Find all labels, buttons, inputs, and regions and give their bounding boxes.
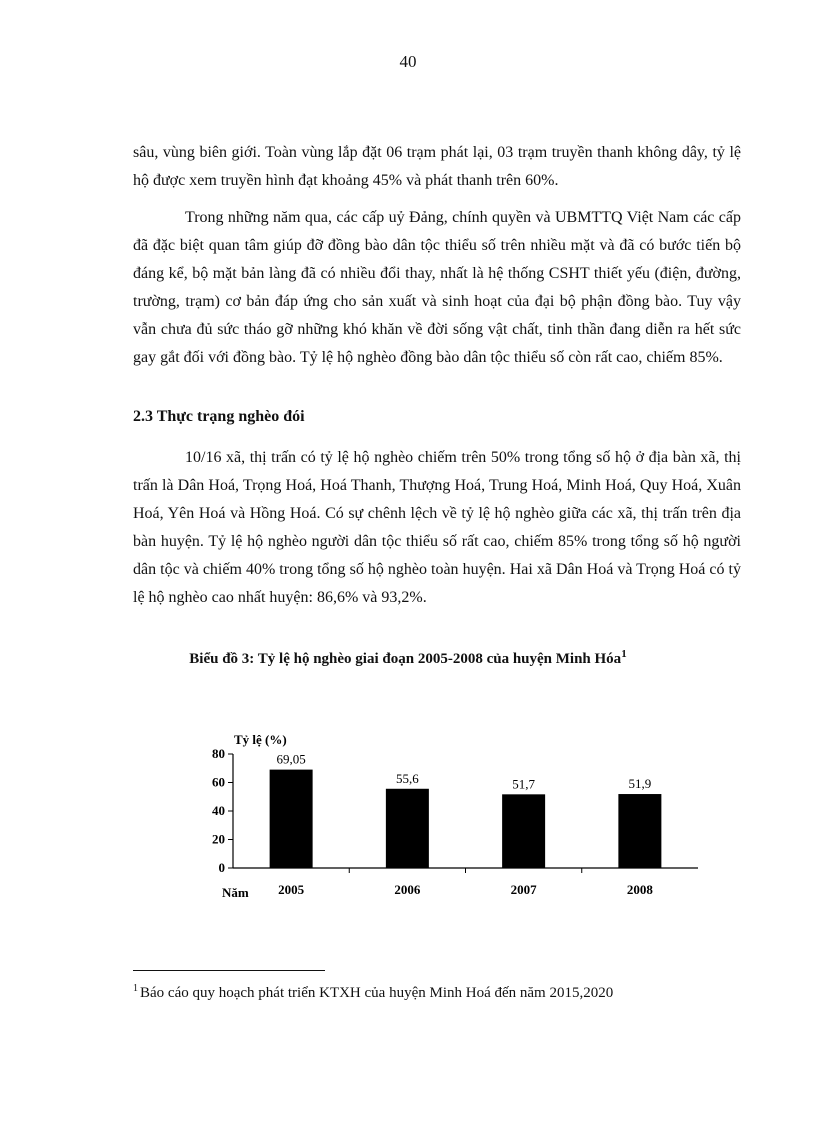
- bar-2007: [502, 794, 545, 868]
- y-tick-label: 40: [212, 803, 225, 818]
- y-tick-label: 0: [218, 860, 225, 875]
- section-heading: 2.3 Thực trạng nghèo đói: [133, 408, 305, 425]
- y-axis-label: Tỷ lệ (%): [234, 732, 287, 747]
- page-number: 40: [399, 52, 417, 71]
- x-tick-label-2005: 2005: [278, 882, 305, 897]
- y-tick-label: 60: [212, 774, 225, 790]
- footnote-text: Báo cáo quy hoạch phát triển KTXH của huyện Minh Hoá đến năm 2015,2020: [140, 985, 614, 1001]
- data-label-2006: 55,6: [396, 770, 419, 786]
- x-tick-label-2006: 2006: [394, 882, 421, 897]
- footnote-mark: 1: [133, 983, 138, 994]
- chart-caption-footnote-ref: 1: [621, 648, 627, 660]
- chart-caption: [0, 648, 816, 668]
- bar-2005: [270, 770, 313, 868]
- footnote: [133, 983, 613, 1002]
- data-label-2005: 69,05: [276, 751, 306, 767]
- data-label-2007: 51,7: [512, 776, 535, 792]
- poverty-rate-bar-chart: [190, 720, 710, 910]
- paragraph-3: 10/16 xã, thị trấn có tỷ lệ hộ nghèo chiếm trên 50% trong tổng số hộ ở địa bàn xã, thị trấn là Dân Hoá, Trọng Hoá, Hoá Thanh, Thượng Hoá, Trung Hoá, Minh Hoá, Quy Hoá, Xuân Hoá, Yên Hoá và Hồng Hoá. Có sự chênh lệch về tỷ lệ hộ nghèo giữa các xã, thị trấn trên địa bàn huyện. Tỷ lệ hộ nghèo người dân tộc thiểu số rất cao, chiếm 85% trong tổng số hộ người dân tộc và chiếm 40% trong tổng số hộ nghèo toàn huyện. Hai xã Dân Hoá và Trọng Hoá có tỷ lệ hộ nghèo cao nhất huyện: 86,6% và 93,2%.: [133, 449, 741, 606]
- data-label-2008: 51,9: [628, 776, 652, 792]
- bar-2008: [618, 794, 661, 868]
- y-tick-label: 20: [212, 831, 225, 847]
- paragraph-2: Trong những năm qua, các cấp uỷ Đảng, chính quyền và UBMTTQ Việt Nam các cấp đã đặc biệt quan tâm giúp đỡ đồng bào dân tộc thiểu số trên nhiều mặt và đã có bước tiến bộ đáng kể, bộ mặt bản làng đã có nhiều đổi thay, nhất là hệ thống CSHT thiết yếu (điện, đường, trường, trạm) cơ bản đáp ứng cho sản xuất và sinh hoạt của đại bộ phận đồng bào. Tuy vậy vẫn chưa đủ sức tháo gỡ những khó khăn về đời sống vật chất, tinh thần đang diễn ra hết sức gay gắt đối với đồng bào. Tỷ lệ hộ nghèo đồng bào dân tộc thiểu số còn rất cao, chiếm 85%.: [133, 209, 741, 366]
- bar-2006: [386, 789, 429, 868]
- y-tick-label: 80: [212, 746, 225, 761]
- paragraph-1: sâu, vùng biên giới. Toàn vùng lắp đặt 06 trạm phát lại, 03 trạm truyền thanh không dây, tỷ lệ hộ được xem truyền hình đạt khoảng 45% và phát thanh trên 60%.: [133, 144, 741, 189]
- x-tick-label-2007: 2007: [510, 882, 537, 897]
- footnote-divider: [133, 970, 325, 971]
- chart-caption-text: Biểu đồ 3: Tỷ lệ hộ nghèo giai đoạn 2005-2008 của huyện Minh Hóa: [189, 651, 622, 667]
- x-tick-label-2008: 2008: [626, 882, 653, 897]
- x-axis-label: Năm: [222, 885, 249, 900]
